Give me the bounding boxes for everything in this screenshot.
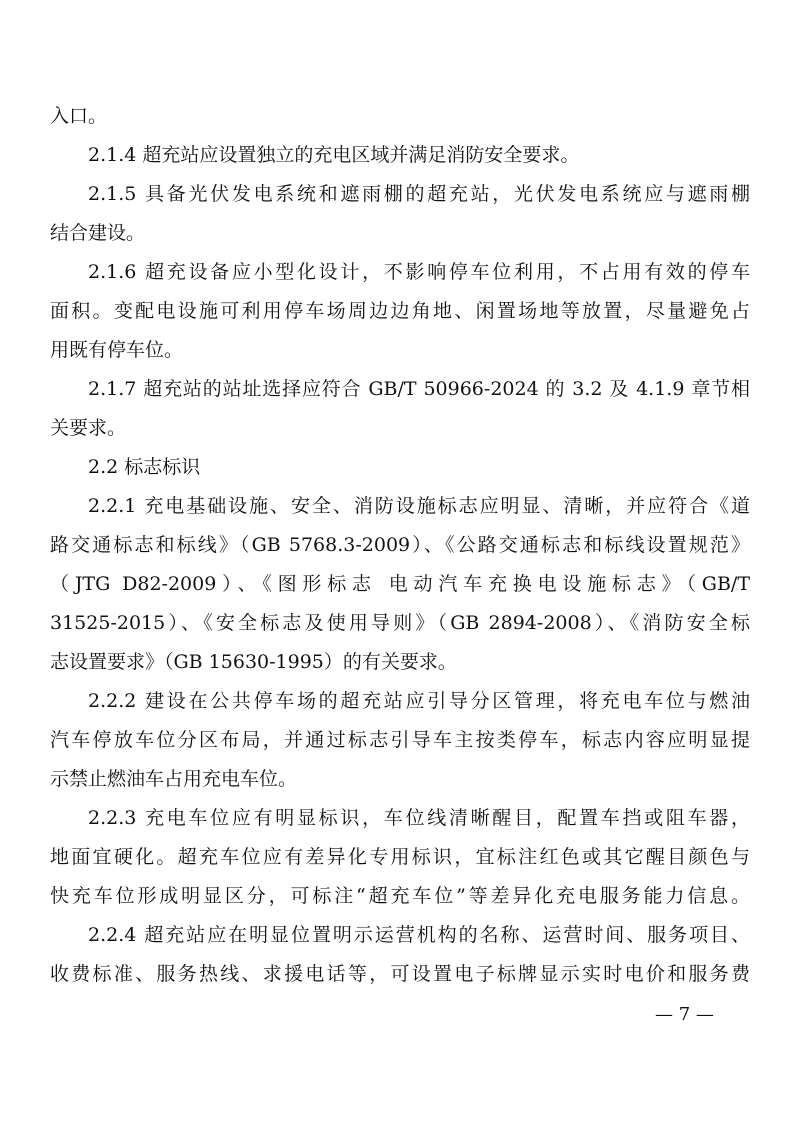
clause-2-1-7-line-2: 关要求。 [50, 417, 127, 439]
clause-2-1-7-line-1: 2.1.7 超充站的站址选择应符合 GB/T 50966-2024 的 3.2 及 4.1.9 章节相 [88, 378, 750, 400]
clause-2-2-1-line-4: 31525-2015）、《安全标志及使用导则》（GB 2894-2008）、《消防安全标 [50, 612, 750, 634]
clause-2-1-6-line-3: 用既有停车位。 [50, 339, 184, 361]
clause-2-1-5-line-1: 2.1.5 具备光伏发电系统和遮雨棚的超充站，光伏发电系统应与遮雨棚 [88, 183, 750, 205]
clause-2-1-5-line-2: 结合建设。 [50, 222, 146, 244]
text-line-1: 入口。 [50, 105, 108, 127]
clause-2-2-4-line-1: 2.2.4 超充站应在明显位置明示运营机构的名称、运营时间、服务项目、 [88, 924, 750, 946]
clause-2-2-2-line-1: 2.2.2 建设在公共停车场的超充站应引导分区管理，将充电车位与燃油 [88, 690, 750, 712]
clause-2-2-3-line-3: 快充车位形成明显区分，可标注“超充车位”等差异化充电服务能力信息。 [50, 885, 750, 907]
clause-2-2-2-line-3: 示禁止燃油车占用充电车位。 [50, 768, 298, 790]
clause-2-1-6-line-2: 面积。变配电设施可利用停车场周边边角地、闲置场地等放置，尽量避免占 [50, 300, 750, 322]
clause-2-1-4: 2.1.4 超充站应设置独立的充电区域并满足消防安全要求。 [88, 144, 580, 166]
clause-2-2-1-line-3: （JTG D82-2009）、《图形标志 电动汽车充换电设施标志》（GB/T [50, 573, 750, 595]
clause-2-2-1-line-1: 2.2.1 充电基础设施、安全、消防设施标志应明显、清晰，并应符合《道 [88, 495, 750, 517]
clause-2-2-2-line-2: 汽车停放车位分区布局，并通过标志引导车主按类停车，标志内容应明显提 [50, 729, 750, 751]
clause-2-2-1-line-5: 志设置要求》（GB 15630-1995）的有关要求。 [50, 651, 457, 673]
page-number: — 7 — [655, 1004, 714, 1025]
clause-2-1-6-line-1: 2.1.6 超充设备应小型化设计，不影响停车位利用，不占用有效的停车 [88, 261, 750, 283]
clause-2-2-3-line-2: 地面宜硬化。超充车位应有差异化专用标识，宜标注红色或其它醒目颜色与 [50, 846, 750, 868]
clause-2-2-1-line-2: 路交通标志和标线》（GB 5768.3-2009）、《公路交通标志和标线设置规范》 [50, 534, 750, 556]
section-heading-2-2: 2.2 标志标识 [88, 456, 201, 478]
clause-2-2-4-line-2: 收费标准、服务热线、求援电话等，可设置电子标牌显示实时电价和服务费 [50, 963, 750, 985]
clause-2-2-3-line-1: 2.2.3 充电车位应有明显标识，车位线清晰醒目，配置车挡或阻车器， [88, 807, 750, 829]
